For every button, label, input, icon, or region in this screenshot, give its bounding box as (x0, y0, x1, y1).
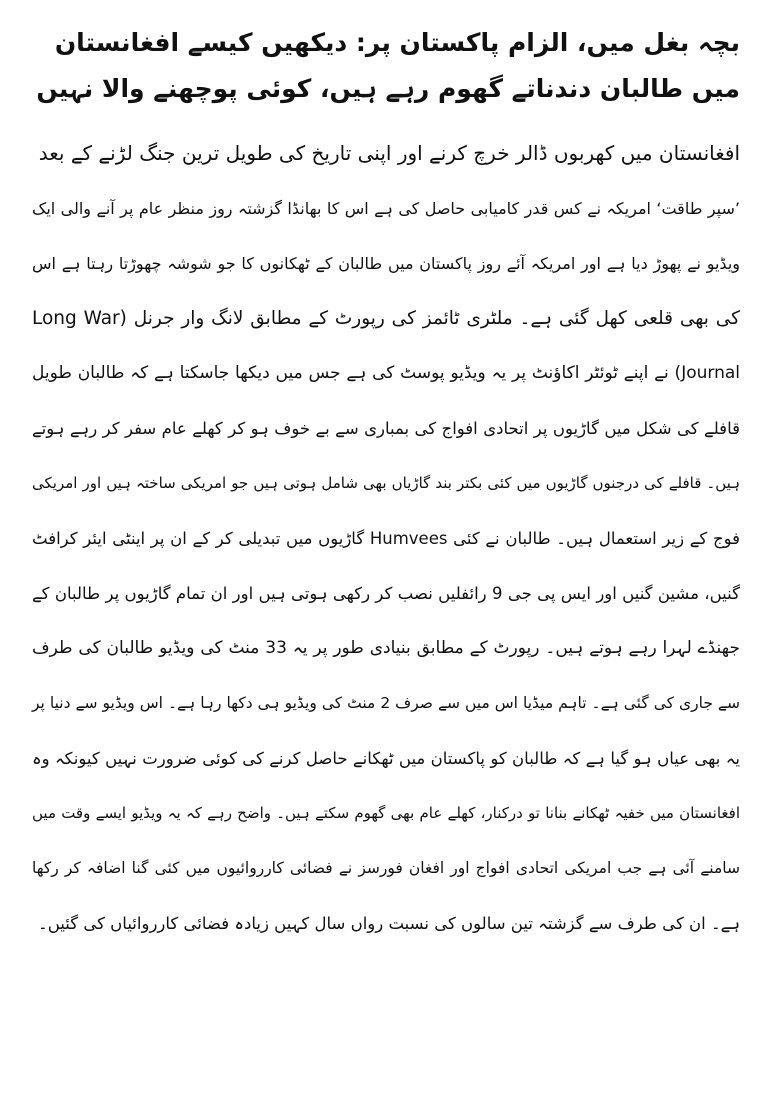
body-line: جھنڈے لہرا رہے ہوتے ہیں۔ رپورٹ کے مطابق بنیادی طور پر یہ 33 منٹ کی ویڈیو طالبان کی طرف (32, 638, 740, 658)
body-line: افغانستان میں خفیہ ٹھکانے بنانا تو درکنار، کھلے عام بھی گھوم سکتے ہیں۔ واضح رہے کہ یہ ویڈیو ایسے وقت میں (32, 804, 740, 822)
body-line: یہ بھی عیاں ہو گیا ہے کہ طالبان کو پاکستان میں ٹھکانے حاصل کرنے کی کوئی ضرورت نہیں کیونکہ وہ (32, 749, 740, 768)
body-line: قافلے کی شکل میں گاڑیوں پر اتحادی افواج کی بمباری سے بے خوف ہو کر کھلے عام سفر کر رہے ہوتے (32, 419, 740, 438)
body-line: ہیں۔ قافلے کی درجنوں گاڑیوں میں کئی بکتر بند گاڑیاں بھی شامل ہوتی ہیں جو امریکی ساختہ ہیں اور امریکی (32, 474, 740, 492)
body-line: ہے۔ ان کی طرف سے گزشتہ تین سالوں کی نسبت رواں سال کہیں زیادہ فضائی کارروائیاں کی گئیں۔ (38, 914, 740, 933)
body-line: Journal) نے اپنے ٹوئٹر اکاؤنٹ پر یہ ویڈیو پوسٹ کی ہے جس میں دیکھا جاسکتا ہے کہ طالبان طویل (32, 363, 740, 383)
body-line: ’سپر طاقت‘ امریکہ نے کس قدر کامیابی حاصل کی ہے اس کا بھانڈا گزشتہ روز منظر عام پر آنے والی ایک (32, 199, 740, 218)
body-line: کی بھی قلعی کھل گئی ہے۔ ملٹری ٹائمز کی رپورٹ کے مطابق لانگ وار جرنل (Long War (32, 308, 740, 329)
body-line: ویڈیو نے پھوڑ دیا ہے اور امریکہ آئے روز پاکستان میں طالبان کے ٹھکانوں کا جو شوشہ چھوڑتا رہتا ہے اس (32, 254, 740, 273)
body-line: سامنے آئی ہے جب امریکی اتحادی افواج اور افغان فورسز نے فضائی کارروائیوں میں کئی گنا اضافہ کر رکھا (32, 859, 740, 877)
body-line: گنیں، مشین گنیں اور ایس پی جی 9 رائفلیں نصب کر رکھی ہوتی ہیں اور ان تمام گاڑیوں پر طالبان کے (32, 584, 740, 603)
body-line: سے جاری کی گئی ہے۔ تاہم میڈیا اس میں سے صرف 2 منٹ کی ویڈیو ہی دکھا رہا ہے۔ اس ویڈیو سے دنیا پر (32, 694, 740, 712)
article-headline: بچہ بغل میں، الزام پاکستان پر: دیکھیں کیسے افغانستان میں طالبان دندناتے گھوم رہے ہیں، کوئی پوچھنے والا نہیں (36, 28, 740, 103)
body-line: فوج کے زیر استعمال ہیں۔ طالبان نے کئی Humvees گاڑیوں میں تبدیلی کر کے ان پر اینٹی ایئر کرافٹ (32, 529, 741, 548)
body-line: افغانستان میں کھربوں ڈالر خرچ کرنے اور اپنی تاریخ کی طویل ترین جنگ لڑنے کے بعد (38, 141, 740, 165)
article-body (32, 126, 740, 951)
